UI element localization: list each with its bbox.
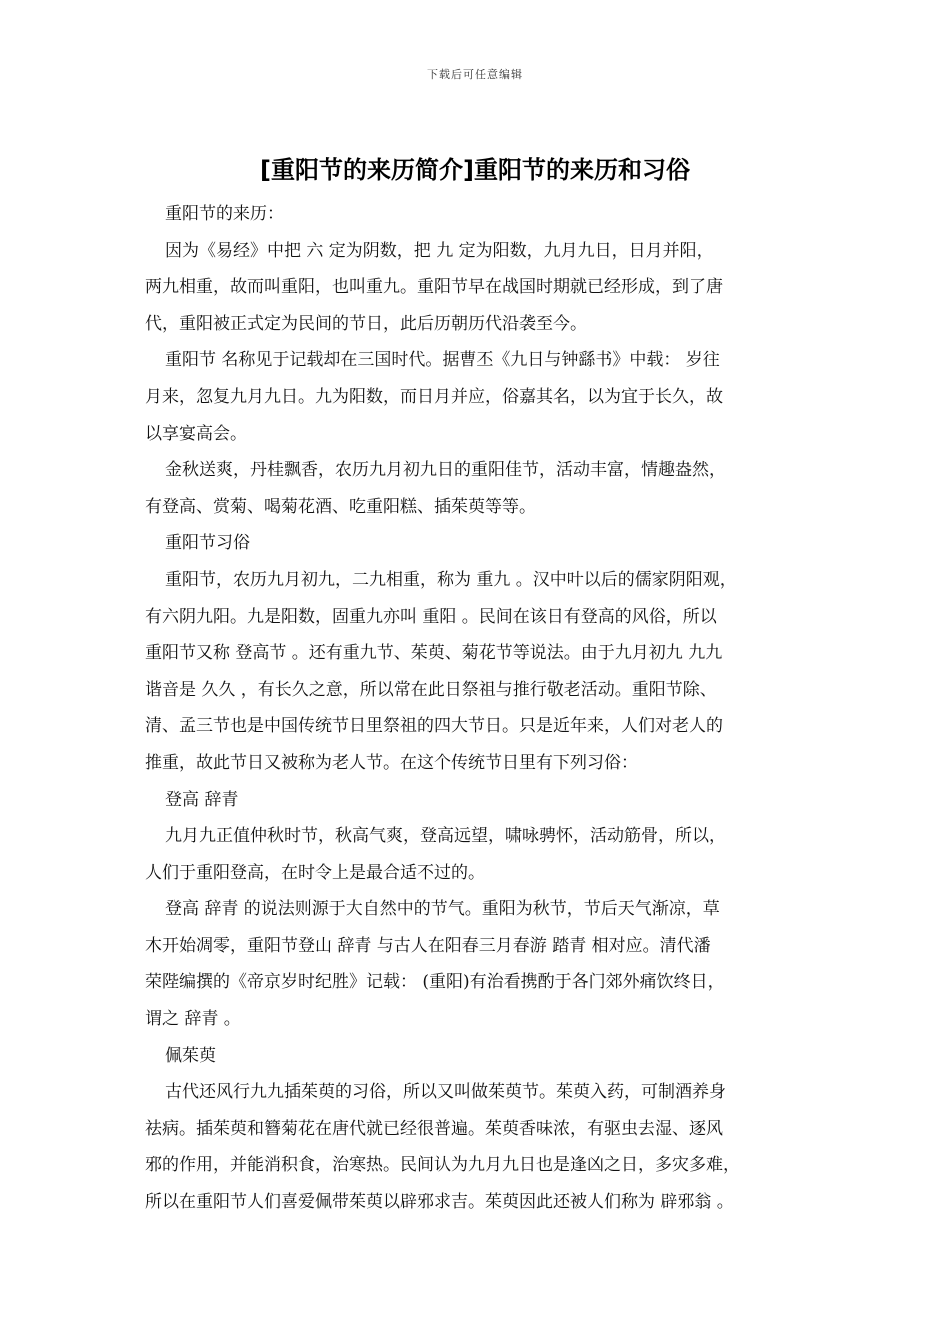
- body-text-line: 推重，故此节日又被称为老人节。在这个传统节日里有下列习俗：: [145, 752, 638, 773]
- document-title: [重阳节的来历简介]重阳节的来历和习俗: [260, 156, 690, 184]
- body-text-line: 重阳节，农历九月初九，二九相重，称为 重九 。汉中叶以后的儒家阴阳观，: [165, 569, 737, 590]
- body-text-line: 以享宴高会。: [145, 423, 247, 444]
- body-text-line: 重阳节 名称见于记载却在三国时代。据曹丕《九日与钟繇书》中载： 岁往: [165, 350, 720, 371]
- body-text-line: 金秋送爽，丹桂飘香，农历九月初九日的重阳佳节，活动丰富，情趣盎然，: [165, 460, 726, 481]
- body-text-line: 两九相重，故而叫重阳，也叫重九。重阳节早在战国时期就已经形成，到了唐: [145, 277, 723, 298]
- body-text-line: 重阳节的来历：: [165, 204, 284, 224]
- body-text-line: 有登高、赏菊、喝菊花酒、吃重阳糕、插茱萸等等。: [145, 496, 536, 517]
- body-text-line: 古代还风行九九插茱萸的习俗，所以又叫做茱萸节。茱萸入药，可制酒养身: [165, 1082, 726, 1103]
- body-text-line: 重阳节又称 登高节 。还有重九节、茱萸、菊花节等说法。由于九月初九 九九: [145, 643, 723, 664]
- body-text-line: 清、孟三节也是中国传统节日里祭祖的四大节日。只是近年来，人们对老人的: [145, 716, 723, 737]
- body-text-line: 月来，忽复九月九日。九为阳数，而日月并应，俗嘉其名，以为宜于长久，故: [145, 386, 723, 407]
- body-text-line: 荣陛编撰的《帝京岁时纪胜》记载： (重阳)有治看携酌于各门郊外痛饮终日，: [145, 972, 725, 993]
- body-text-line: 所以在重阳节人们喜爱佩带茱萸以辟邪求吉。茱萸因此还被人们称为 辟邪翁 。: [145, 1192, 734, 1213]
- body-text-line: 登高 辞青 的说法则源于大自然中的节气。重阳为秋节，节后天气渐凉，草: [165, 899, 720, 920]
- document-body: [145, 196, 825, 1221]
- body-text-line: 人们于重阳登高，在时令上是最合适不过的。: [145, 862, 485, 883]
- body-text-line: 邪的作用，并能消积食，治寒热。民间认为九月九日也是逢凶之日，多灾多难，: [145, 1155, 740, 1176]
- page-header-note: 下载后可任意编辑: [427, 68, 523, 81]
- body-text-line: 祛病。插茱萸和簪菊花在唐代就已经很普遍。茱萸香味浓，有驱虫去湿、逐风: [145, 1118, 723, 1139]
- body-text-line: 佩茱萸: [165, 1045, 216, 1066]
- body-text-line: 木开始凋零，重阳节登山 辞青 与古人在阳春三月春游 踏青 相对应。清代潘: [145, 935, 711, 956]
- body-text-line: 谓之 辞青 。: [145, 1009, 241, 1030]
- body-text-line: 重阳节习俗: [165, 533, 250, 554]
- body-text-line: 有六阴九阳。九是阳数，固重九亦叫 重阳 。民间在该日有登高的风俗，所以: [145, 606, 717, 627]
- body-text-line: 代，重阳被正式定为民间的节日，此后历朝历代沿袭至今。: [145, 313, 587, 334]
- body-text-line: 登高 辞青: [165, 789, 239, 810]
- body-text-line: 谐音是 久久 ，有长久之意，所以常在此日祭祖与推行敬老活动。重阳节除、: [145, 679, 717, 700]
- body-text-line: 因为《易经》中把 六 定为阴数，把 九 定为阳数，九月九日，日月并阳，: [165, 240, 714, 261]
- body-text-line: 九月九正值仲秋时节，秋高气爽，登高远望，啸咏骋怀，活动筋骨，所以，: [165, 826, 726, 847]
